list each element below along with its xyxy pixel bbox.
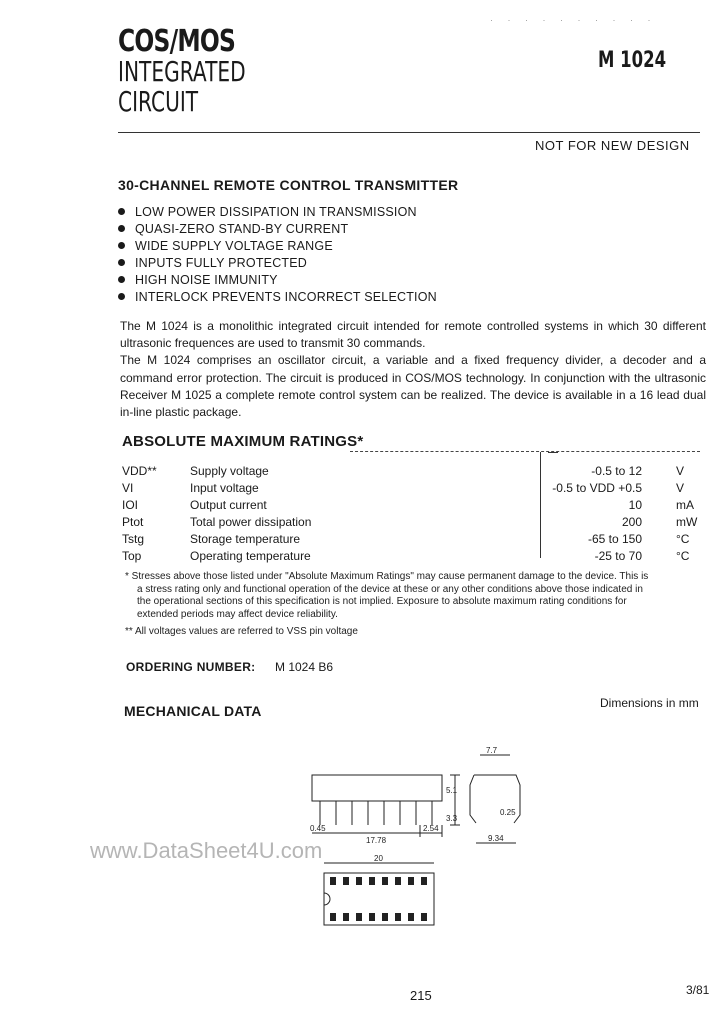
page-number: 215 [410,988,432,1003]
rating-row [122,498,702,515]
header-line-2: INTEGRATED [118,55,246,88]
rating-description: Storage temperature [190,532,301,546]
mechanical-title: MECHANICAL DATA [124,703,262,719]
feature-item: INTERLOCK PREVENTS INCORRECT SELECTION [118,290,437,304]
dim-label: 9.34 [488,834,504,843]
status-notice: NOT FOR NEW DESIGN [535,138,690,153]
dim-label: 0.45 [310,824,326,833]
rating-symbol: Tstg [122,532,145,546]
rating-row [122,549,702,566]
description-paragraph: The M 1024 is a monolithic integrated circuit intended for remote controlled systems in which 30 different ultrasonic frequences are used to transmit 30 commands. [120,319,706,351]
header-rule [118,132,700,133]
dim-label: 0.25 [500,808,516,817]
bullet-icon [118,208,125,215]
header-line-1: COS/MOS [118,24,236,59]
description [120,318,706,421]
rating-row [122,515,702,532]
rating-symbol: Top [122,549,142,563]
rating-description: Input voltage [190,481,259,495]
scan-dots: · · · · · · · · · · [490,15,657,25]
rating-symbol: VI [122,481,134,495]
date-code: 3/81 [686,983,710,997]
header-line-3: CIRCUIT [118,85,199,118]
rating-value: -65 to 150 [587,532,642,546]
ratings-note-1: * Stresses above those listed under "Absolute Maximum Ratings" may cause permanent damage to the device. This is a stress rating only and functional operation of the device at these or any other conditions above those indicated in the operational sections of this specification is not implied. Exposure to absolute maximum rating conditions for extended periods may affect device reliability. [125,571,649,620]
dim-label: 20 [374,854,383,863]
feature-item: HIGH NOISE IMMUNITY [118,273,278,287]
ordering-label: ORDERING NUMBER: [126,660,256,674]
ratings-title: ABSOLUTE MAXIMUM RATINGS* [122,433,364,450]
watermark: www.DataSheet4U.com [90,838,323,863]
package-side-body [312,775,442,801]
bullet-icon [118,293,125,300]
rating-value: 200 [621,515,642,529]
rating-unit: V [676,464,685,478]
part-number: M 1024 [598,48,667,73]
dim-label: 3.3 [446,814,458,823]
bullet-icon [118,225,125,232]
ratings-note-2: ** All voltages values are referred to VSS pin voltage [125,626,358,637]
rating-unit: °C [676,549,690,563]
rating-value: -0.5 to 12 [591,464,642,478]
ordering-value: M 1024 B6 [275,660,334,674]
dim-label: 5.1 [446,786,458,795]
rating-value: -0.5 to VDD +0.5 [552,481,642,495]
feature-item: LOW POWER DISSIPATION IN TRANSMISSION [118,205,417,219]
feature-item: WIDE SUPPLY VOLTAGE RANGE [118,239,333,253]
dim-label: 17.78 [366,836,387,845]
rating-row [122,464,702,481]
bullet-icon [118,276,125,283]
rating-unit: °C [676,532,690,546]
dim-label: 7.7 [486,746,498,755]
rating-value: 10 [628,498,642,512]
rating-unit: mW [676,515,698,529]
rating-symbol: Ptot [122,515,144,529]
rating-row [122,481,702,498]
rating-symbol: VDD** [122,464,157,478]
rating-unit: mA [676,498,694,512]
rating-description: Output current [190,498,267,512]
rating-description: Supply voltage [190,464,269,478]
rating-description: Operating temperature [190,549,311,563]
rating-description: Total power dissipation [190,515,312,529]
bullet-icon [118,259,125,266]
bullet-icon [118,242,125,249]
rating-symbol: IOI [122,498,139,512]
description-paragraph: The M 1024 comprises an oscillator circuit, a variable and a fixed frequency divider, a decoder and a command error protection. The circuit is produced in COS/MOS technology. In conjunction with the ultrasonic Receiver M 1025 a complete remote control system can be realized. The device is available in a 16 lead dual in-line plastic package. [120,353,706,420]
package-pins [320,801,432,825]
rating-unit: V [676,481,685,495]
feature-item: QUASI-ZERO STAND-BY CURRENT [118,222,348,236]
dim-label: 2.54 [423,824,439,833]
dimensions-note: Dimensions in mm [600,696,699,710]
document-title: 30-CHANNEL REMOTE CONTROL TRANSMITTER [118,177,459,193]
rating-value: -25 to 70 [594,549,642,563]
ratings-rule [350,451,700,452]
top-view-pin-row-bottom [330,913,427,921]
ratings-bracket-top [548,452,558,453]
rating-row [122,532,702,549]
package-top-view [324,873,434,925]
feature-item: INPUTS FULLY PROTECTED [118,256,307,270]
top-view-pin-row-top [330,877,427,885]
